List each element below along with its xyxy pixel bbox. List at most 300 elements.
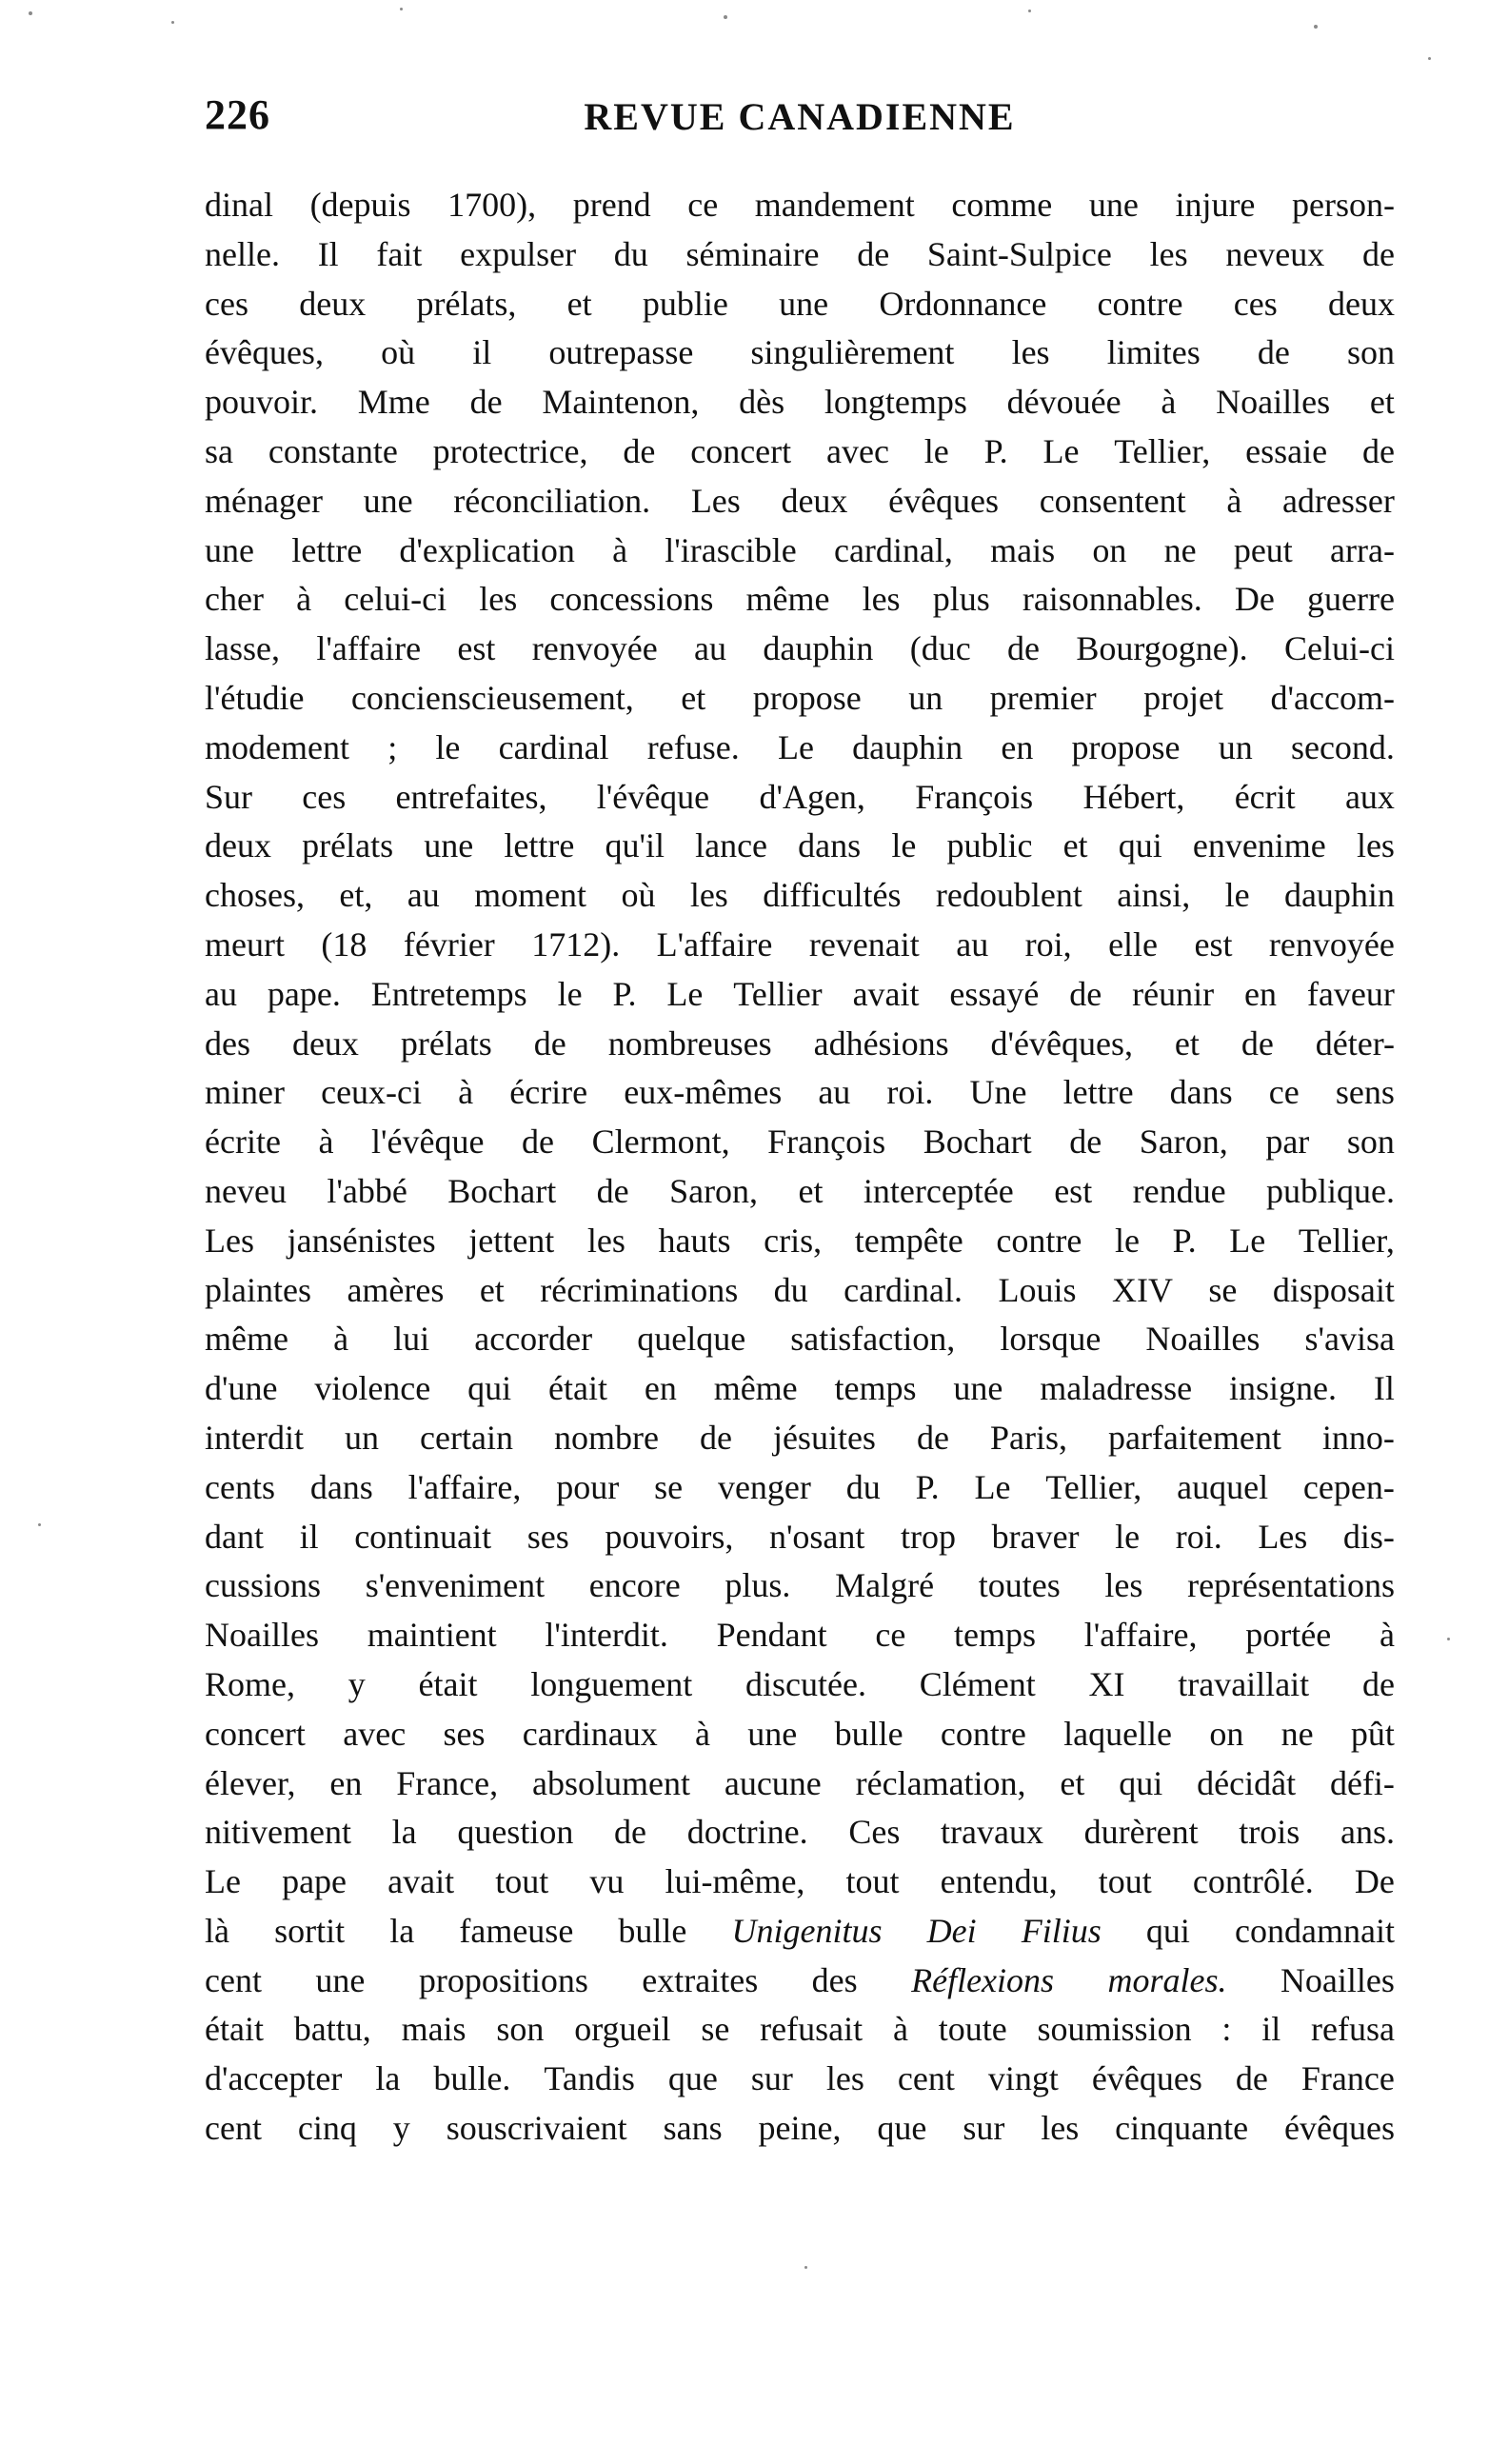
- word: deux: [781, 481, 848, 520]
- word: raisonnables.: [1022, 580, 1202, 619]
- word: essaie: [1245, 431, 1328, 470]
- word: d'accom-: [1270, 678, 1395, 717]
- word: France: [1300, 2059, 1395, 2098]
- word: tout: [1098, 1862, 1152, 1901]
- word: ses: [526, 1517, 569, 1556]
- word: (duc: [909, 629, 971, 668]
- word: adhésions: [813, 1023, 949, 1063]
- word: projet: [1143, 678, 1224, 717]
- word: dans: [798, 826, 862, 865]
- text-line: [205, 1463, 1395, 1513]
- word: de: [623, 431, 656, 470]
- word: France,: [396, 1763, 499, 1802]
- word: écrire: [509, 1073, 588, 1112]
- word: injure: [1175, 186, 1256, 224]
- word: interdit: [205, 1418, 304, 1457]
- word: vingt: [987, 2059, 1059, 2098]
- word: au: [818, 1073, 851, 1112]
- word: meurt: [205, 924, 285, 964]
- word: cepen-: [1302, 1467, 1395, 1506]
- word: roi.: [1175, 1517, 1222, 1556]
- word: de: [522, 1123, 555, 1162]
- word: cinq: [297, 2109, 357, 2148]
- word: les: [1356, 826, 1395, 865]
- word: concert: [690, 431, 792, 470]
- word: même: [205, 1320, 288, 1359]
- text-line: [205, 2005, 1395, 2055]
- word: extraites: [642, 1960, 759, 1999]
- text-line: [205, 1217, 1395, 1266]
- word: cents: [205, 1467, 275, 1506]
- word: Saint-Sulpice: [926, 234, 1112, 273]
- word: pût: [1350, 1714, 1395, 1753]
- word: au: [694, 629, 727, 668]
- word: les: [1041, 2109, 1080, 2148]
- word: en: [1001, 727, 1034, 766]
- word: Le: [205, 1862, 241, 1901]
- word: Une: [969, 1073, 1027, 1112]
- word: par: [1265, 1123, 1310, 1162]
- word: l'irascible: [665, 530, 797, 569]
- word: se: [1208, 1270, 1238, 1309]
- text-line: [205, 1710, 1395, 1759]
- text-line: [205, 527, 1395, 576]
- word: les: [862, 580, 901, 619]
- word: mandement: [754, 186, 915, 224]
- word: écrite: [205, 1123, 281, 1162]
- word: et: [1369, 383, 1395, 422]
- word: Noailles: [205, 1616, 319, 1655]
- text-line: [205, 1957, 1395, 2006]
- word: ceux-ci: [321, 1073, 423, 1112]
- word: nombreuses: [607, 1023, 772, 1063]
- word: plus.: [725, 1566, 791, 1605]
- word: le: [1114, 1221, 1140, 1260]
- word: ce: [687, 186, 719, 224]
- word: là: [205, 1911, 229, 1950]
- word: discutée.: [745, 1664, 866, 1703]
- word: jésuites: [772, 1418, 876, 1457]
- word: Le: [666, 974, 704, 1013]
- word: qui: [1119, 1763, 1163, 1802]
- word: n'osant: [768, 1517, 865, 1556]
- word: des: [205, 1023, 250, 1063]
- word: Sur: [205, 777, 253, 816]
- word: et: [1060, 1763, 1085, 1802]
- word: tempête: [854, 1221, 963, 1260]
- word: cardinal: [498, 727, 609, 766]
- text-line: [205, 2055, 1395, 2104]
- word: le: [1115, 1517, 1141, 1556]
- word: person-: [1292, 186, 1395, 224]
- word: réconciliation.: [453, 481, 651, 520]
- word: est: [1194, 924, 1233, 964]
- word: concert: [205, 1714, 306, 1753]
- word: avait: [387, 1862, 455, 1901]
- word: sur: [963, 2109, 1005, 2148]
- word: comme: [951, 186, 1053, 224]
- word: battu,: [293, 2010, 371, 2049]
- word: réunir: [1132, 974, 1215, 1013]
- word: de: [1257, 333, 1290, 372]
- word: défi-: [1329, 1763, 1395, 1802]
- word: maintient: [367, 1616, 497, 1655]
- word: trop: [901, 1517, 957, 1556]
- word: cris,: [764, 1221, 823, 1260]
- word: lui-même,: [665, 1862, 805, 1901]
- word: P.: [612, 974, 637, 1013]
- word: le: [435, 727, 461, 766]
- word: de: [533, 1023, 566, 1063]
- word: quelque: [637, 1320, 746, 1359]
- word: est: [1054, 1171, 1093, 1210]
- word: sans: [663, 2109, 723, 2148]
- word: évêques: [1284, 2109, 1395, 2148]
- word: refusait: [760, 2010, 864, 2049]
- word: neveu: [205, 1171, 287, 1210]
- word: venger: [717, 1467, 811, 1506]
- word: satisfaction,: [790, 1320, 956, 1359]
- word: que: [667, 2059, 718, 2098]
- word: dis-: [1342, 1517, 1395, 1556]
- word: le: [923, 431, 949, 470]
- word: y: [347, 1664, 366, 1703]
- word: Tellier,: [1114, 431, 1211, 470]
- word: adresser: [1281, 481, 1395, 520]
- word: prélats: [400, 1023, 492, 1063]
- word: lettre: [504, 826, 575, 865]
- word: de: [1069, 1123, 1102, 1162]
- word: sur: [750, 2059, 793, 2098]
- scan-speckle: [724, 15, 727, 19]
- word: Ordonnance: [879, 284, 1047, 323]
- word: Tellier,: [1298, 1221, 1395, 1260]
- text-line: [205, 1315, 1395, 1364]
- word: un: [1218, 727, 1253, 766]
- word: les: [586, 1221, 625, 1260]
- word: d'explication: [399, 530, 575, 569]
- word: dès: [739, 383, 785, 422]
- word: et: [479, 1270, 505, 1309]
- word: à: [318, 1123, 334, 1162]
- word: expulser: [460, 234, 577, 273]
- word: Louis: [998, 1270, 1077, 1309]
- word: du: [773, 1270, 808, 1309]
- word: refuse.: [646, 727, 740, 766]
- text-line: [205, 625, 1395, 674]
- word: ne: [1163, 530, 1197, 569]
- word: et: [798, 1171, 824, 1210]
- word: et,: [339, 876, 373, 915]
- word: travaux: [941, 1813, 1043, 1852]
- word: était: [205, 2010, 264, 2049]
- word: pape.: [267, 974, 341, 1013]
- word: du: [613, 234, 648, 273]
- word: que: [877, 2109, 927, 2148]
- word: amères: [347, 1270, 445, 1309]
- word: Malgré: [835, 1566, 935, 1605]
- word: les: [1104, 1566, 1143, 1605]
- text-line: [205, 822, 1395, 871]
- word: ses: [443, 1714, 486, 1753]
- word: prélats,: [416, 284, 517, 323]
- text-line: [205, 1020, 1395, 1069]
- text-line: [205, 1513, 1395, 1562]
- word: le: [1224, 876, 1250, 915]
- word: contrôlé.: [1192, 1862, 1314, 1901]
- word: renvoyée: [1268, 924, 1395, 964]
- text-line: [205, 378, 1395, 427]
- word: prélats: [302, 826, 394, 865]
- word: qui: [1118, 826, 1162, 865]
- word: l'évêque: [596, 777, 710, 816]
- word: on: [1092, 530, 1127, 569]
- word: sa: [205, 431, 233, 470]
- word: François: [915, 777, 1034, 816]
- word: deux: [1327, 284, 1395, 323]
- word: public: [946, 826, 1033, 865]
- word: pouvoirs,: [605, 1517, 734, 1556]
- word: la: [389, 1911, 415, 1950]
- page-header: [205, 90, 1395, 157]
- word: un: [908, 678, 943, 717]
- word: nelle.: [205, 234, 280, 273]
- word: contre: [940, 1714, 1026, 1753]
- word: jettent: [468, 1221, 555, 1260]
- word: dauphin: [852, 727, 963, 766]
- word: orgueil: [574, 2010, 671, 2049]
- word: des: [811, 1960, 858, 1999]
- word: décidât: [1197, 1763, 1297, 1802]
- word: cardinal.: [844, 1270, 963, 1309]
- word: Réflexions: [911, 1960, 1055, 1999]
- word: portée: [1245, 1616, 1332, 1655]
- word: une: [779, 284, 829, 323]
- word: dans: [309, 1467, 373, 1506]
- text-line: [205, 1561, 1395, 1611]
- text-line: [205, 1858, 1395, 1907]
- word: cussions: [205, 1566, 322, 1605]
- word: d'une: [205, 1369, 278, 1408]
- word: il: [299, 1517, 319, 1556]
- word: propositions: [418, 1960, 588, 1999]
- text-line: [205, 280, 1395, 329]
- word: pour: [556, 1467, 620, 1506]
- text-line: [205, 1118, 1395, 1167]
- text-line: [205, 1364, 1395, 1414]
- word: de: [1361, 1664, 1395, 1703]
- word: Bochart: [923, 1123, 1032, 1162]
- word: sortit: [274, 1911, 346, 1950]
- word: et: [1174, 1023, 1200, 1063]
- word: et: [566, 284, 592, 323]
- word: déter-: [1315, 1023, 1395, 1063]
- word: bulle.: [433, 2059, 511, 2098]
- text-line: [205, 1759, 1395, 1809]
- word: un: [345, 1418, 379, 1457]
- word: elle: [1108, 924, 1159, 964]
- text-line: [205, 674, 1395, 724]
- word: les: [479, 580, 518, 619]
- scan-speckle: [1447, 1638, 1450, 1640]
- word: évêques: [888, 481, 1000, 520]
- word: bulle: [834, 1714, 903, 1753]
- word: de: [614, 1813, 646, 1852]
- word: modement: [205, 727, 349, 766]
- text-line: [205, 181, 1395, 230]
- word: prend: [572, 186, 651, 224]
- word: d'Agen,: [759, 777, 865, 816]
- text-line: [205, 2104, 1395, 2154]
- word: faveur: [1306, 974, 1395, 1013]
- word: tout: [845, 1862, 900, 1901]
- word: Pendant: [716, 1616, 827, 1655]
- word: cinquante: [1115, 2109, 1249, 2148]
- text-line: [205, 328, 1395, 378]
- word: même: [713, 1369, 798, 1408]
- word: morales.: [1107, 1960, 1227, 1999]
- word: publique.: [1266, 1171, 1395, 1210]
- word: Il: [317, 234, 339, 273]
- word: travaillait: [1178, 1664, 1310, 1703]
- word: temps: [834, 1369, 917, 1408]
- word: De: [1354, 1862, 1395, 1901]
- word: à: [892, 2010, 908, 2049]
- word: est: [457, 629, 496, 668]
- word: Bourgogne).: [1076, 629, 1248, 668]
- word: même: [745, 580, 830, 619]
- word: Ces: [848, 1813, 901, 1852]
- word: ces: [1233, 284, 1278, 323]
- word: où: [381, 333, 416, 372]
- word: Clermont,: [591, 1123, 730, 1162]
- word: cardinal,: [833, 530, 953, 569]
- word: choses,: [205, 876, 305, 915]
- word: constante: [268, 431, 398, 470]
- word: à: [458, 1073, 474, 1112]
- word: ;: [387, 727, 398, 766]
- word: qu'il: [605, 826, 665, 865]
- word: lettre: [291, 530, 363, 569]
- word: les: [1011, 333, 1050, 372]
- word: écrit: [1234, 777, 1296, 816]
- word: Tandis: [544, 2059, 635, 2098]
- word: neveux: [1225, 234, 1325, 273]
- word: en: [644, 1369, 677, 1408]
- word: certain: [420, 1418, 513, 1457]
- word: pouvoir.: [205, 383, 319, 422]
- word: François: [767, 1123, 886, 1162]
- word: cher: [205, 580, 264, 619]
- word: violence: [314, 1369, 431, 1408]
- word: fait: [376, 234, 423, 273]
- text-line: [205, 871, 1395, 921]
- scan-speckle: [29, 11, 32, 15]
- word: Paris,: [989, 1418, 1067, 1457]
- word: durèrent: [1083, 1813, 1199, 1852]
- word: à: [695, 1714, 710, 1753]
- word: on: [1209, 1714, 1244, 1753]
- word: vu: [589, 1862, 625, 1901]
- word: XI: [1088, 1664, 1125, 1703]
- word: son: [1346, 1123, 1395, 1162]
- word: février: [403, 924, 495, 964]
- word: où: [621, 876, 656, 915]
- word: toutes: [978, 1566, 1061, 1605]
- word: Hébert,: [1082, 777, 1185, 816]
- word: Filius: [1021, 1911, 1102, 1950]
- word: Noailles: [1280, 1960, 1395, 1999]
- word: Noailles: [1216, 383, 1331, 422]
- word: hauts: [658, 1221, 731, 1260]
- word: parfaitement: [1107, 1418, 1281, 1457]
- word: d'évêques,: [990, 1023, 1133, 1063]
- word: cardinaux: [522, 1714, 658, 1753]
- word: bulle: [618, 1911, 687, 1950]
- word: de: [1241, 1023, 1274, 1063]
- word: y: [392, 2109, 410, 2148]
- word: contre: [996, 1221, 1082, 1260]
- word: Maintenon,: [542, 383, 700, 422]
- word: contre: [1097, 284, 1183, 323]
- word: à: [333, 1320, 349, 1359]
- word: souscrivaient: [446, 2109, 627, 2148]
- word: le: [557, 974, 583, 1013]
- word: auquel: [1177, 1467, 1269, 1506]
- word: redoublent: [935, 876, 1082, 915]
- word: en: [329, 1763, 363, 1802]
- word: ainsi,: [1117, 876, 1191, 915]
- word: disposait: [1272, 1270, 1395, 1309]
- word: aux: [1344, 777, 1395, 816]
- text-line: [205, 1808, 1395, 1858]
- word: braver: [991, 1517, 1080, 1556]
- word: Bochart: [447, 1171, 557, 1210]
- word: évêques,: [205, 333, 324, 372]
- word: ces: [205, 284, 248, 323]
- text-line: [205, 724, 1395, 773]
- word: cent: [897, 2059, 955, 2098]
- word: au: [956, 924, 989, 964]
- word: L'affaire: [656, 924, 773, 964]
- text-line: [205, 1660, 1395, 1710]
- word: une: [1088, 186, 1139, 224]
- word: nitivement: [205, 1813, 351, 1852]
- word: P.: [1172, 1221, 1197, 1260]
- word: fameuse: [459, 1911, 574, 1950]
- word: deux: [299, 284, 367, 323]
- word: plaintes: [205, 1270, 311, 1309]
- word: son: [496, 2010, 545, 2049]
- text-line: [205, 1266, 1395, 1316]
- word: interceptée: [863, 1171, 1014, 1210]
- word: consentent: [1039, 481, 1186, 520]
- word: les: [689, 876, 728, 915]
- word: question: [457, 1813, 574, 1852]
- word: l'affaire,: [407, 1467, 522, 1506]
- word: concienscieusement,: [350, 678, 634, 717]
- word: Les: [1258, 1517, 1308, 1556]
- word: longtemps: [824, 383, 967, 422]
- text-line: [205, 1068, 1395, 1118]
- word: toute: [938, 2010, 1007, 2049]
- word: entrefaites,: [395, 777, 547, 816]
- word: de: [596, 1171, 629, 1210]
- word: élever,: [205, 1763, 296, 1802]
- word: du: [845, 1467, 881, 1506]
- word: de: [857, 234, 890, 273]
- word: dauphin: [763, 629, 874, 668]
